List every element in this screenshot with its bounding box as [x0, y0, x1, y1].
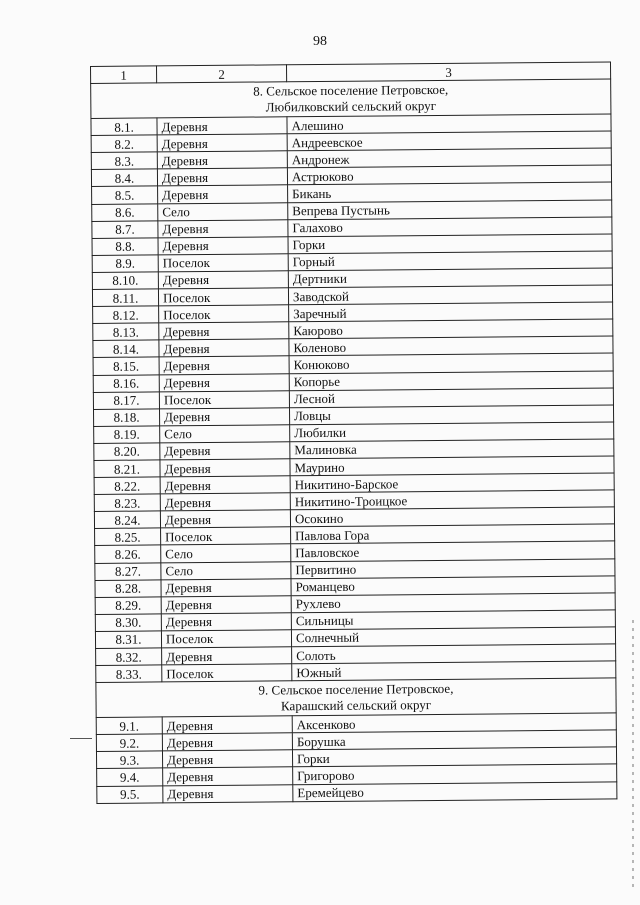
settlement-type: Деревня — [158, 219, 288, 237]
settlement-name: Солоть — [292, 644, 616, 664]
row-number: 8.23. — [94, 494, 160, 512]
row-number: 8.33. — [96, 665, 162, 683]
settlement-name: Андронеж — [287, 148, 611, 168]
row-number: 8.16. — [93, 374, 159, 392]
settlement-name: Любилки — [290, 422, 614, 442]
row-number: 8.8. — [92, 238, 158, 256]
settlement-type: Село — [161, 544, 291, 562]
row-number: 8.4. — [91, 169, 157, 187]
settlement-type: Деревня — [159, 339, 289, 357]
settlement-type: Село — [160, 425, 290, 443]
settlement-name: Каюрово — [289, 319, 613, 339]
settlement-name: Андреевское — [287, 131, 611, 151]
settlement-name: Малиновка — [290, 439, 614, 459]
row-number: 8.14. — [93, 340, 159, 358]
settlement-name: Горки — [288, 234, 612, 254]
settlement-name: Сильницы — [291, 610, 615, 630]
row-number: 8.11. — [92, 289, 158, 307]
settlement-type: Деревня — [157, 134, 287, 152]
settlement-name: Южный — [292, 661, 616, 681]
column-header-1: 1 — [91, 66, 157, 84]
settlement-type: Поселок — [158, 288, 288, 306]
settlement-type: Деревня — [158, 271, 288, 289]
settlement-type: Поселок — [159, 390, 289, 408]
settlement-type: Село — [158, 202, 288, 220]
row-number: 8.12. — [93, 306, 159, 324]
settlement-name: Копорье — [289, 370, 613, 390]
row-number: 8.26. — [95, 545, 161, 563]
page-number: 98 — [313, 34, 327, 49]
section-title-line2: Любилковский сельский округ — [265, 98, 437, 115]
settlement-type: Поселок — [158, 254, 288, 272]
row-number: 9.3. — [96, 751, 162, 769]
settlement-name: Аксенково — [292, 713, 616, 733]
settlement-name: Григорово — [293, 764, 617, 784]
settlement-name: Горки — [292, 747, 616, 767]
row-number: 8.15. — [93, 357, 159, 375]
settlement-name: Конюково — [289, 353, 613, 373]
settlement-name: Вепрева Пустынь — [288, 200, 612, 220]
row-number: 9.2. — [96, 734, 162, 752]
settlement-type: Деревня — [162, 647, 292, 665]
settlement-type: Деревня — [162, 716, 292, 734]
row-number: 8.28. — [95, 580, 161, 598]
settlement-type: Деревня — [161, 595, 291, 613]
settlement-name: Рухлево — [291, 593, 615, 613]
settlement-type: Поселок — [161, 527, 291, 545]
row-number: 8.1. — [91, 118, 157, 136]
settlement-type: Деревня — [157, 151, 287, 169]
row-number: 9.1. — [96, 717, 162, 735]
row-number: 8.5. — [92, 186, 158, 204]
row-number: 8.29. — [95, 597, 161, 615]
row-number: 8.18. — [93, 409, 159, 427]
settlement-type: Деревня — [160, 510, 290, 528]
section-title — [91, 79, 611, 119]
section-title-line1: 9. Сельское поселение Петровское, — [258, 681, 454, 698]
row-number: 8.19. — [94, 426, 160, 444]
row-number: 8.21. — [94, 460, 160, 478]
row-number: 8.22. — [94, 477, 160, 495]
settlement-name: Никитино-Троицкое — [290, 490, 614, 510]
settlement-type: Деревня — [160, 493, 290, 511]
settlement-type: Деревня — [160, 442, 290, 460]
row-number: 8.7. — [92, 221, 158, 239]
settlement-name: Борушка — [292, 730, 616, 750]
settlement-name: Никитино-Барское — [290, 473, 614, 493]
row-number: 8.30. — [95, 614, 161, 632]
settlement-name: Заречный — [289, 302, 613, 322]
settlement-type: Деревня — [160, 459, 290, 477]
margin-mark — [70, 738, 92, 739]
settlement-name: Романцево — [291, 576, 615, 596]
row-number: 8.20. — [94, 443, 160, 461]
settlement-type: Деревня — [159, 407, 289, 425]
row-number: 8.27. — [95, 562, 161, 580]
settlement-name: Солнечный — [291, 627, 615, 647]
settlement-name: Коленово — [289, 336, 613, 356]
settlement-type: Деревня — [159, 373, 289, 391]
settlement-type: Деревня — [163, 784, 293, 802]
settlement-type: Поселок — [161, 630, 291, 648]
settlement-name: Галахово — [288, 217, 612, 237]
settlement-type: Деревня — [157, 117, 287, 135]
settlement-type: Деревня — [158, 185, 288, 203]
row-number: 8.10. — [92, 272, 158, 290]
row-number: 8.31. — [95, 631, 161, 649]
settlement-name: Ловцы — [289, 405, 613, 425]
settlement-type: Деревня — [161, 578, 291, 596]
settlement-name: Астрюково — [287, 165, 611, 185]
settlement-name: Павлова Гора — [291, 524, 615, 544]
row-number: 8.9. — [92, 255, 158, 273]
settlement-name: Алешино — [287, 114, 611, 134]
settlement-type: Деревня — [160, 476, 290, 494]
section-header-row — [91, 79, 611, 119]
row-number: 9.5. — [97, 785, 163, 803]
settlement-name: Горный — [288, 251, 612, 271]
table-body — [91, 62, 617, 803]
settlement-type: Деревня — [159, 356, 289, 374]
settlement-type: Село — [161, 561, 291, 579]
row-number: 8.25. — [95, 528, 161, 546]
settlement-name: Первитино — [291, 558, 615, 578]
settlement-type: Деревня — [162, 733, 292, 751]
settlement-name: Дертники — [288, 268, 612, 288]
settlement-type: Деревня — [161, 613, 291, 631]
settlement-name: Осокино — [290, 507, 614, 527]
settlements-table — [90, 61, 617, 803]
settlement-type: Деревня — [158, 237, 288, 255]
row-number: 8.2. — [91, 135, 157, 153]
settlement-type: Деревня — [162, 750, 292, 768]
settlement-name: Маурино — [290, 456, 614, 476]
column-header-3: 3 — [286, 62, 610, 82]
row-number: 8.32. — [96, 648, 162, 666]
settlement-type: Деревня — [159, 322, 289, 340]
row-number: 8.17. — [93, 392, 159, 410]
section-title-line2: Карашский сельский округ — [280, 697, 432, 714]
row-number: 8.13. — [93, 323, 159, 341]
settlement-name: Заводской — [288, 285, 612, 305]
row-number: 8.6. — [92, 203, 158, 221]
column-header-2: 2 — [157, 65, 287, 83]
row-number: 8.24. — [94, 511, 160, 529]
row-number: 8.3. — [91, 152, 157, 170]
settlement-type: Деревня — [157, 168, 287, 186]
section-header-row — [96, 678, 616, 718]
settlement-type: Поселок — [159, 305, 289, 323]
section-title — [96, 678, 616, 718]
settlement-name: Еремейцево — [293, 781, 617, 801]
settlement-type: Деревня — [163, 767, 293, 785]
settlement-name: Бикань — [288, 182, 612, 202]
row-number: 9.4. — [97, 768, 163, 786]
settlement-name: Лесной — [289, 388, 613, 408]
section-title-line1: 8. Сельское поселение Петровское, — [253, 81, 449, 99]
settlement-name: Павловское — [291, 541, 615, 561]
binding-edge — [632, 620, 634, 890]
table-row — [97, 781, 617, 803]
settlement-type: Поселок — [162, 664, 292, 682]
